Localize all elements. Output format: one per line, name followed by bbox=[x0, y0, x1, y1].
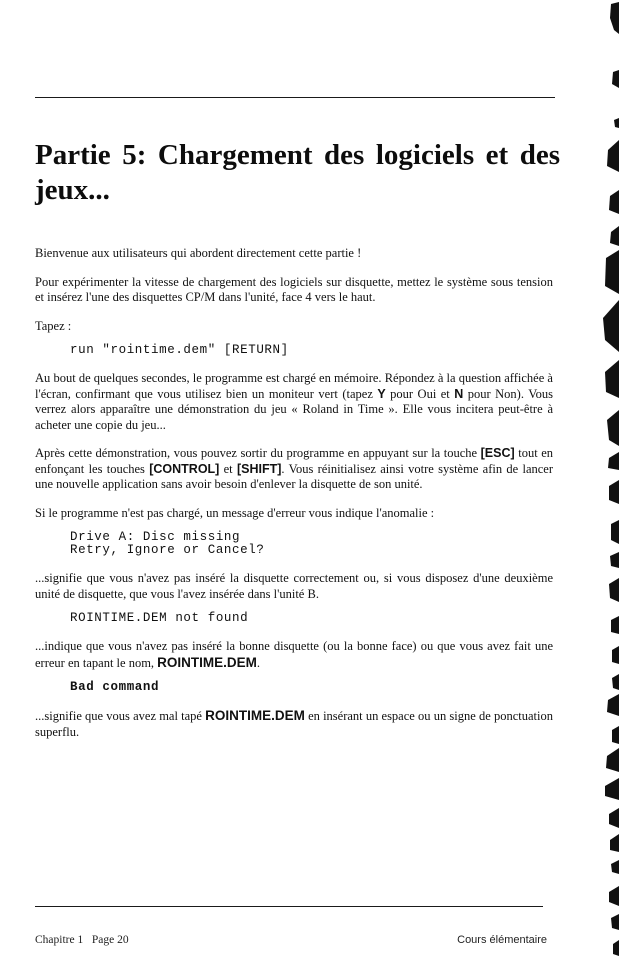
key-esc: [ESC] bbox=[480, 446, 515, 460]
exit-text-4: . Vous réinitialisez ainsi votre système afin de lancer une nouvelle application sans avoir besoin d'enlever la disquette de son unité. bbox=[35, 461, 553, 491]
code-bad-command: Bad command bbox=[70, 680, 160, 694]
footer-section-name: Cours élémentaire bbox=[457, 934, 547, 946]
main-content bbox=[35, 246, 553, 753]
paragraph-loading bbox=[35, 371, 553, 433]
not-found-text-1: ...indique que vous n'avez pas inséré la bonne disquette (ou la bonne face) ou que vous avez fait une erreur en tapant le nom, bbox=[35, 639, 553, 670]
loading-text-2: pour Oui et bbox=[385, 386, 455, 401]
key-shift: [SHIFT] bbox=[236, 461, 282, 476]
bottom-rule bbox=[35, 906, 543, 907]
paragraph-disc-missing-explain: ...signifie que vous n'avez pas inséré la disquette correctement ou, si vous disposez d'une deuxième unité de disquette, que vous l'avez insérée dans l'unité B. bbox=[35, 571, 553, 601]
key-y: Y bbox=[377, 386, 386, 401]
filename-rointime: ROINTIME.DEM bbox=[157, 654, 257, 670]
bad-command-text-1: ...signifie que vous avez mal tapé bbox=[35, 709, 206, 723]
exit-text-1: Après cette démonstration, vous pouvez sortir du programme en appuyant sur la touche bbox=[35, 446, 481, 460]
binding-edge-marks bbox=[593, 0, 619, 972]
bad-command-text-2: en insérant un espace ou un signe de ponctuation superflu. bbox=[35, 709, 553, 739]
loading-text-3: pour Non). Vous verrez alors apparaître une démonstration du jeu « Roland in Time ». Elle vous incitera peut-être à acheter une copie du jeu... bbox=[35, 386, 553, 432]
key-n: N bbox=[454, 386, 464, 401]
paragraph-exit bbox=[35, 446, 553, 493]
paragraph-welcome: Bienvenue aux utilisateurs qui abordent directement cette partie ! bbox=[35, 246, 362, 260]
code-disc-missing: Drive A: Disc missing Retry, Ignore or Cancel? bbox=[70, 530, 265, 557]
paragraph-intro: Pour expérimenter la vitesse de chargement des logiciels sur disquette, mettez le système sous tension et insérez l'une des disquettes CP/M dans l'unité, face 4 vers le haut. bbox=[35, 274, 553, 304]
footer-chapter-page: Chapitre 1 Page 20 bbox=[35, 934, 129, 946]
loading-text-1: Au bout de quelques secondes, le programme est chargé en mémoire. Répondez à la question affichée à l'écran, confirmant que vous utilisez bien un moniteur vert (tapez bbox=[35, 371, 553, 401]
key-control: [CONTROL] bbox=[149, 461, 220, 476]
exit-text-3: et bbox=[219, 461, 237, 476]
paragraph-not-found-explain bbox=[35, 639, 553, 671]
paragraph-type-prompt: Tapez : bbox=[35, 318, 72, 333]
page-title: Partie 5: Chargement des logiciels et des jeux... bbox=[35, 139, 560, 206]
code-not-found: ROINTIME.DEM not found bbox=[70, 611, 249, 625]
exit-text-2: tout en enfonçant les touches bbox=[35, 446, 554, 476]
paragraph-bad-command-explain bbox=[35, 708, 553, 740]
code-run-command: run "rointime.dem" [RETURN] bbox=[70, 343, 289, 357]
filename-rointime-2: ROINTIME.DEM bbox=[205, 708, 305, 723]
not-found-text-2: . bbox=[256, 655, 261, 670]
top-rule bbox=[35, 97, 555, 98]
paragraph-error-intro: Si le programme n'est pas chargé, un message d'erreur vous indique l'anomalie : bbox=[35, 505, 435, 520]
